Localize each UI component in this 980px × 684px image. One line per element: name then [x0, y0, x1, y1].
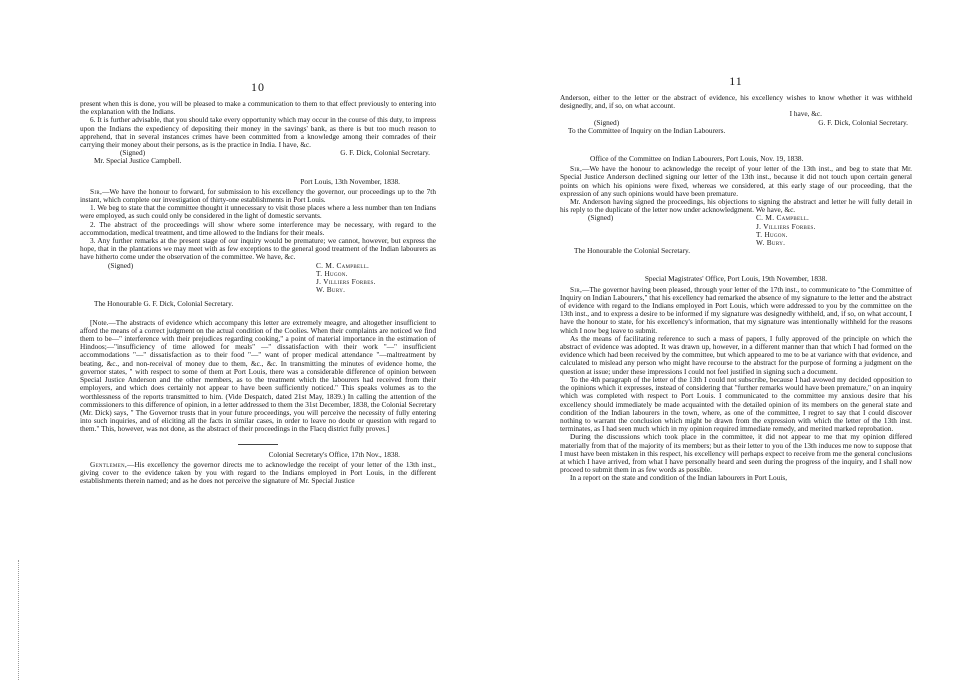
signatory: W. Bury.: [316, 285, 346, 295]
signer: G. F. Dick, Colonial Secretary.: [818, 117, 908, 127]
closing: I have, &c.: [789, 109, 822, 119]
page-number: 11: [729, 74, 743, 88]
letter-text: —His excellency the governor directs me to acknowledge the receipt of your letter of the 13th inst., giving cover to the evidence taken by you with regard to the Indians employed in Port Louis, in the different establishments therein named; and as he does not perceive the signature of Mr. Special Justice: [80, 459, 436, 486]
letter-paragraph: In a report on the state and condition of the Indian labourers in Port Louis,: [570, 473, 788, 483]
section-divider: [238, 444, 278, 445]
salutation: Sir,: [570, 284, 583, 294]
signatory: J. Villiers Forbes.: [756, 221, 816, 231]
letter-heading: Colonial Secretary's Office, 17th Nov., 1838.: [268, 449, 400, 459]
signatory: T. Hugon.: [316, 268, 348, 278]
signatory: T. Hugon.: [756, 229, 788, 239]
letter-item-1: 1. We beg to state that the committee thought it unnecessary to visit those places where a less number than ten Indians were employed, as such could only be considered in the light of domestic servants.: [80, 203, 436, 221]
signed-label: (Signed): [588, 213, 614, 223]
signatory: J. Villiers Forbes.: [316, 277, 376, 287]
salutation: Sir,: [90, 186, 103, 196]
signer: G. F. Dick, Colonial Secretary.: [340, 148, 430, 158]
binding-gutter: [18, 560, 27, 680]
signed-label: (Signed): [120, 148, 146, 158]
continuation-text: Anderson, either to the letter or the abstract of evidence, his excellency wishes to know whether it was withheld designedly, and, if so, on what account.: [560, 93, 912, 111]
right-page: [560, 0, 912, 684]
left-page: [80, 0, 436, 684]
addressee: The Honourable the Colonial Secretary.: [574, 246, 691, 256]
signatories: [756, 214, 876, 247]
letter-text: —We have the honour to acknowledge the receipt of your letter of the 13th inst., and beg to state that Mr. Special Justice Anderson declined signing our letter of the 13th inst., because it did not touch upon certain general points on which his opinions were fixed, whereas we considered, at this early stage of our proceeding, that the expression of any such opinions would have been premature.: [560, 164, 912, 198]
letter-paragraph: During the discussions which took place in the committee, it did not appear to me that my opinion differed materially from that of the majority of its members; but as their letter to you of the 13th induces me now to suppose that I must have been mistaken in this respect, his excellency will perhaps expect to receive from me the general conclusions at which I have arrived, from what I have personally heard and seen during the progress of the inquiry, and I shall now proceed to submit them in as few words as possible.: [560, 432, 912, 475]
letter-paragraph: [560, 165, 912, 198]
letter-heading: Port Louis, 13th November, 1838.: [300, 176, 400, 186]
letter-opening: [80, 188, 436, 204]
signatory: C. M. Campbell.: [316, 260, 370, 270]
signatory: W. Bury.: [756, 238, 786, 248]
signatories: [316, 262, 436, 295]
letter-paragraph: To the 4th paragraph of the letter of the 13th I could not subscribe, because I had avowed my decided opposition to the opinions which it expresses, instead of considering that "further remarks would have been premature," on an inquiry which was completed with respect to Port Louis. I communicated to the committee my anxious desire that his excellency should immediately be made acquainted with the detailed opinion of its members on the general state and condition of the Indian labourers in the town, where, as one of the committee, I regret to say that I could discover nothing to warrant the conclusion which might be drawn from the expression with which the letter of the 13th inst. terminates, as I had seen much which in my opinion required immediate remedy, and merited marked reprobation.: [560, 374, 912, 434]
letter-paragraph: Mr. Anderson having signed the proceedings, his objections to signing the abstract and letter he will fully detail in his reply to the duplicate of the letter now under acknowledgment. We have, &c.: [560, 197, 912, 215]
signed-label: (Signed): [594, 117, 620, 127]
intro-paragraph-6: 6. It is further advisable, that you should take every opportunity which may occur in the course of this duty, to impress upon the Indians the expediency of depositing their money in the savings' bank, as there is but too much reason to apprehend, that in several instances crimes have been committed from a knowledge among their comrades of their carrying their money about their persons, as is the practice in India. I have, &c.: [80, 115, 436, 150]
letter-text: —The governor having been pleased, through your letter of the 17th inst., to communicate to "the Committee of Inquiry on Indian Labourers," that his excellency had remarked the absence of my signature to the letter and the abstract of evidence with regard to the Indians employed in Port Louis, which were addressed to you by the committee on the 13th inst., and to express a desire to be informed if my signature was designedly withheld, and, if so, on what account, I have the honour to state, for his excellency's information, that my signature was intentionally withheld for the reasons which I now beg leave to submit.: [560, 284, 912, 335]
letter-body: [80, 461, 436, 486]
letter-item-2: 2. The abstract of the proceedings will show where some interference may be necessary, with regard to the accommodation, medical treatment, and time allowed to the Indians for their meals.: [80, 219, 436, 237]
letter-heading: Special Magistrates' Office, Port Louis, 19th November, 1838.: [644, 274, 828, 284]
signature-block: [80, 262, 436, 295]
addressee: The Honourable G. F. Dick, Colonial Secretary.: [94, 299, 234, 309]
page-number: 10: [251, 80, 265, 94]
salutation: Gentlemen,: [90, 459, 128, 469]
letter-paragraph: [560, 286, 912, 335]
letter-item-3: 3. Any further remarks at the present stage of our inquiry would be premature; we cannot, however, but express the hope, that in the plantations we may meet with as few exceptions to the general good treatment of the Indian labourers as have hitherto come under the observation of the committee. We have, &c.: [80, 236, 436, 262]
opening-text: —We have the honour to forward, for submission to his excellency the governor, our proceedings up to the 7th instant, which complete our investigation of thirty-one establishments in Port Louis.: [80, 186, 436, 205]
signature-block: [560, 214, 912, 247]
addressee: To the Committee of Inquiry on the Indian Labourers.: [568, 125, 726, 135]
editorial-note: [Note.—The abstracts of evidence which accompany this letter are extremely meagre, and altogether insufficient to afford the means of a correct judgment on the actual condition of the Coolies. When their complaints are noticed we find them to be—" interference with their prejudices regarding cooking," a point of material importance in the estimation of Hindoos;—"insufficiency of time allowed for meals" —" dissatisfaction with their work "—" insufficient accommodations "—" dissatisfaction as to their food "—" want of proper medical attendance "—maltreatment by beating, &c., and non-receival of money due to them, &c., &c. In transmitting the minutes of evidence home, the governor states, " with respect to some of them at Port Louis, there was a considerable difference of opinion between Special Justice Anderson and the other members, as to the treatment which the labourers had received from their employers, and which does certainly not appear to have been sufficiently noticed." This speaks volumes as to the worthlessness of the reports transmitted to him. (Vide Despatch, dated 21st May, 1839.) In calling the attention of the commissioners to this difference of opinion, in a letter addressed to them the 31st December, 1838, the Colonial Secretary (Mr. Dick) says, " The Governor trusts that in your future proceedings, you will perceive the necessity of fully entering into such inquiries, and of eliciting all the facts in similar cases, in order to leave no doubt or question with regard to them." This, however, was not done, as the abstract of their proceedings in the Flacq district fully proves.]: [80, 317, 436, 434]
letter-heading: Office of the Committee on Indian Labourers, Port Louis, Nov. 19, 1838.: [590, 154, 804, 164]
addressee: Mr. Special Justice Campbell.: [94, 156, 182, 166]
signatory: C. M. Campbell.: [756, 213, 810, 223]
signed-label: (Signed): [108, 260, 134, 270]
letter-paragraph: As the means of facilitating reference to such a mass of papers, I fully approved of the principle on which the abstract of evidence was adopted. It was drawn up, however, in a different manner than that which I had formed on the evidence which had been received by the committee, but which appeared to me to be at variance with that evidence, and calculated to mislead any person who might have recourse to the abstract for the purpose of forming a judgment on the question at issue; under these impressions I could not feel justified in signing such a document.: [560, 333, 912, 376]
intro-paragraph: present when this is done, you will be pleased to make a communication to them to that effect previously to entering into the explanation with the Indians.: [80, 99, 436, 117]
salutation: Sir,: [570, 164, 583, 174]
